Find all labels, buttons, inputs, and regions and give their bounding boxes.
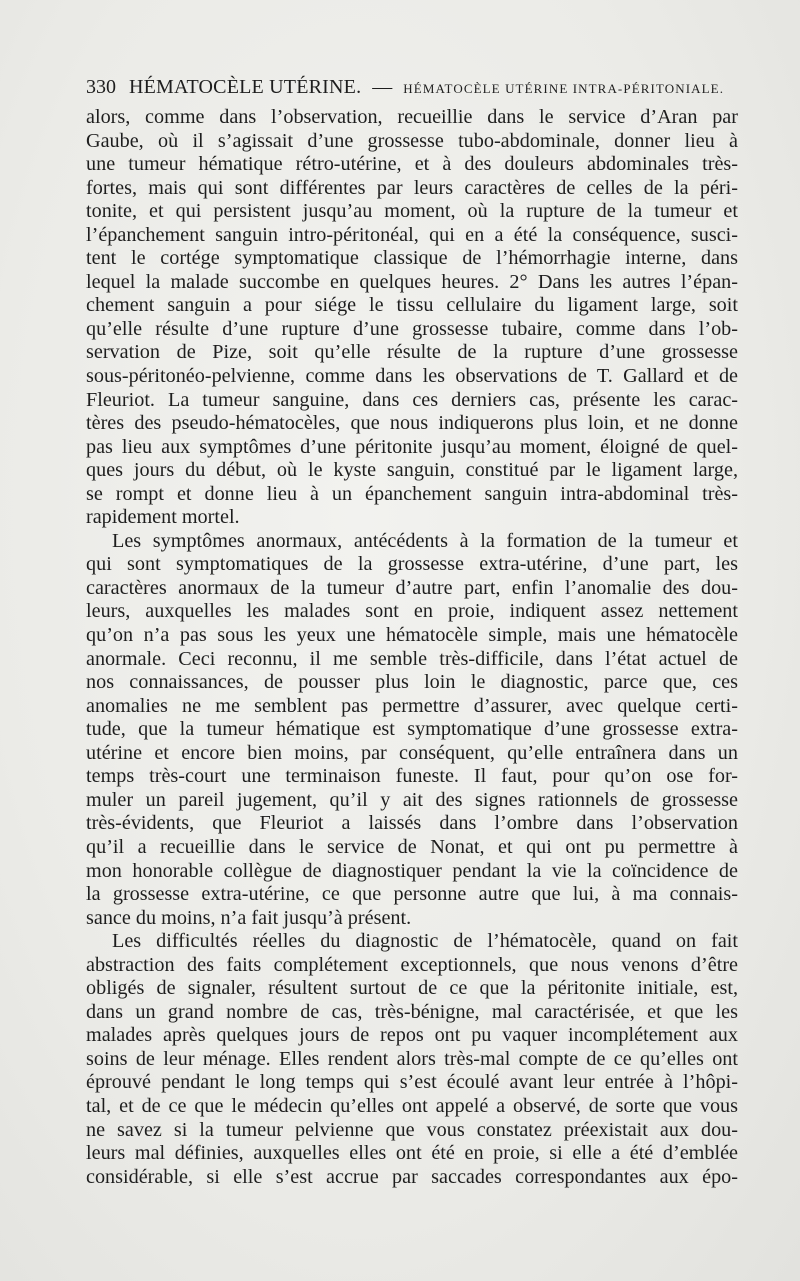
text-line: très-évidents, que Fleuriot a laissés dans l’ombre dans l’observation: [86, 812, 738, 835]
running-title: HÉMATOCÈLE UTÉRINE.: [129, 76, 362, 98]
running-head: [86, 74, 746, 100]
text-line: muler un pareil jugement, qu’il y ait des signes rationnels de grossesse: [86, 788, 738, 811]
text-line: sance du moins, n’a fait jusqu’à présent.: [86, 906, 412, 929]
text-line: malades après quelques jours de repos ont pu vaquer incomplétement aux: [86, 1024, 738, 1047]
text-line: dans un grand nombre de cas, très-bénigne, mal caractérisée, et que les: [86, 1000, 738, 1023]
title-dash: —: [372, 76, 393, 98]
body-text: [86, 106, 738, 1189]
text-line: tères des pseudo-hématocèles, que nous indiquerons plus loin, et ne donne: [86, 412, 738, 435]
text-line: Les symptômes anormaux, antécédents à la formation de la tumeur et: [112, 529, 738, 552]
text-line: temps très-court une terminaison funeste. Il faut, pour qu’on ose for-: [86, 765, 738, 788]
text-line: chement sanguin a pour siége le tissu cellulaire du ligament large, soit: [86, 294, 738, 317]
text-line: leurs mal définies, auxquelles elles ont été en proie, si elle a été d’emblée: [86, 1142, 738, 1165]
text-line: considérable, si elle s’est accrue par saccades correspondantes aux épo-: [86, 1165, 738, 1188]
text-line: ne savez si la tumeur pelvienne que vous constatez préexistait aux dou-: [86, 1118, 738, 1141]
text-line: tent le cortége symptomatique classique de l’hémorrhagie interne, dans: [86, 247, 738, 270]
paragraph-1: [86, 106, 738, 530]
text-line: éprouvé pendant le long temps qui s’est écoulé avant leur entrée à l’hôpi-: [86, 1071, 738, 1094]
paragraph-3: [86, 930, 738, 1189]
text-line: rapidement mortel.: [86, 506, 240, 529]
text-line: caractères anormaux de la tumeur d’autre part, enfin l’anomalie des dou-: [86, 576, 738, 599]
paragraph-2: [86, 530, 738, 930]
text-line: qui sont symptomatiques de la grossesse extra-utérine, d’une part, les: [86, 553, 738, 576]
text-line: ques jours du début, où le kyste sanguin, constitué par le ligament large,: [86, 459, 738, 482]
text-line: qu’elle résulte d’une rupture d’une grossesse tubaire, comme dans l’ob-: [86, 317, 738, 340]
text-line: Gaube, où il s’agissait d’une grossesse tubo-abdominale, donner lieu à: [86, 129, 738, 152]
text-line: qu’on n’a pas sous les yeux une hématocèle simple, mais une hématocèle: [86, 624, 738, 647]
text-line: tonite, et qui persistent jusqu’au moment, où la rupture de la tumeur et: [86, 200, 738, 223]
text-line: pas lieu aux symptômes d’une péritonite jusqu’au moment, éloigné de quel-: [86, 435, 738, 458]
running-subtitle: HÉMATOCÈLE UTÉRINE INTRA-PÉRITONIALE.: [403, 81, 725, 96]
text-line: mon honorable collègue de diagnostiquer pendant la vie la coïncidence de: [86, 859, 738, 882]
text-line: utérine et encore bien moins, par conséquent, qu’elle entraînera dans un: [86, 741, 738, 764]
text-line: obligés de signaler, résultent surtout de ce que la péritonite initiale, est,: [86, 977, 738, 1000]
text-line: Les difficultés réelles du diagnostic de l’hématocèle, quand on fait: [112, 930, 738, 953]
page-number: 330: [86, 76, 116, 98]
text-line: anomalies ne me semblent pas permettre d’assurer, avec quelque certi-: [86, 694, 738, 717]
text-line: servation de Pize, soit qu’elle résulte de la rupture d’une grossesse: [86, 341, 738, 364]
text-line: lequel la malade succombe en quelques heures. 2° Dans les autres l’épan-: [86, 270, 738, 293]
text-line: nos connaissances, de pousser plus loin le diagnostic, parce que, ces: [86, 671, 738, 694]
text-line: tal, et de ce que le médecin qu’elles ont appelé a observé, de sorte que vous: [86, 1094, 738, 1117]
text-line: l’épanchement sanguin intro-péritonéal, qui en a été la conséquence, susci-: [86, 223, 738, 246]
text-line: abstraction des faits complétement exceptionnels, que nous venons d’être: [86, 953, 738, 976]
text-line: qu’il a recueillie dans le service de Nonat, et qui ont pu permettre à: [86, 835, 738, 858]
text-line: une tumeur hématique rétro-utérine, et à des douleurs abdominales très-: [86, 153, 738, 176]
text-line: fortes, mais qui sont différentes par leurs caractères de celles de la péri-: [86, 176, 738, 199]
text-line: soins de leur ménage. Elles rendent alors très-mal compte de ce qu’elles ont: [86, 1047, 738, 1070]
text-line: sous-péritonéo-pelvienne, comme dans les observations de T. Gallard et de: [86, 365, 738, 388]
text-line: se rompt et donne lieu à un épanchement sanguin intra-abdominal très-: [86, 482, 738, 505]
text-line: la grossesse extra-utérine, ce que personne autre que lui, à ma connais-: [86, 883, 738, 906]
text-line: Fleuriot. La tumeur sanguine, dans ces derniers cas, présente les carac-: [86, 388, 738, 411]
text-line: leurs, auxquelles les malades sont en proie, indiquent assez nettement: [86, 600, 738, 623]
text-line: anormale. Ceci reconnu, il me semble très-difficile, dans l’état actuel de: [86, 647, 738, 670]
text-line: alors, comme dans l’observation, recueillie dans le service d’Aran par: [86, 106, 738, 128]
text-line: tude, que la tumeur hématique est symptomatique d’une grossesse extra-: [86, 718, 738, 741]
